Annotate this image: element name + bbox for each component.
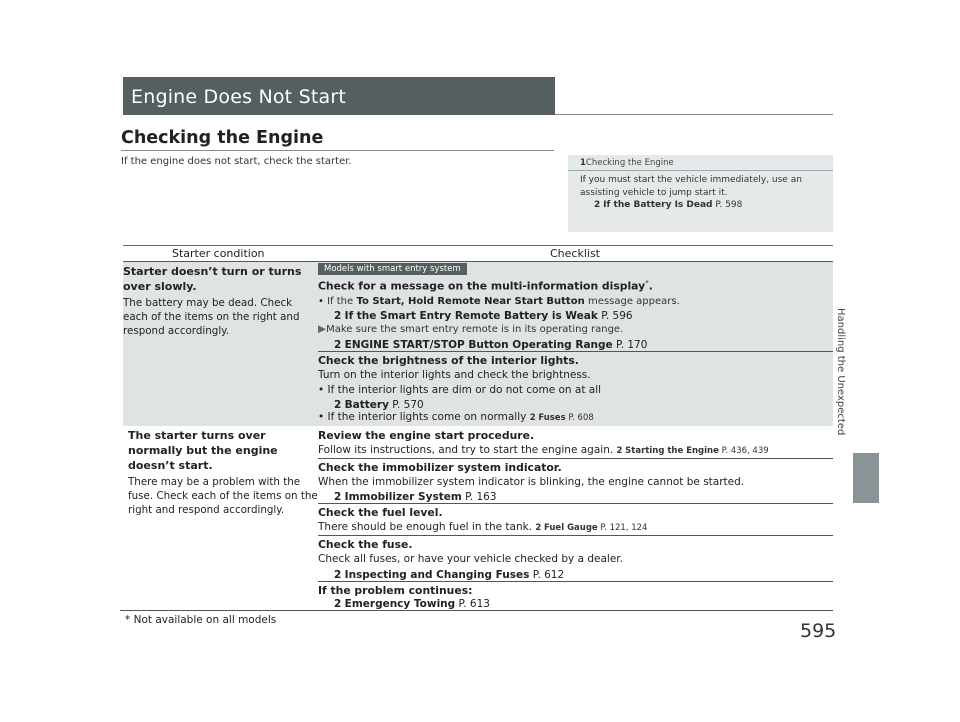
row-divider — [318, 535, 833, 536]
checklist-item-lights: Check the brightness of the interior lights. — [318, 354, 579, 367]
ref-arrow-icon: 2 — [594, 200, 601, 210]
reference-link[interactable]: 2 Immobilizer System P. 163 — [334, 491, 497, 503]
triangle-arrow-icon: ▶ — [318, 323, 327, 335]
section-intro: If the engine does not start, check the starter. — [121, 156, 352, 167]
checklist-bullet: • If the interior lights come on normally 2 Fuses P. 608 — [318, 411, 594, 423]
ref-arrow-icon: 2 — [334, 399, 342, 411]
footnote: * Not available on all models — [125, 614, 277, 626]
condition-cell-2 — [128, 428, 318, 517]
checklist-item-fuse: Check the fuse. — [318, 538, 413, 551]
ref-arrow-icon: 2 — [529, 413, 536, 423]
note-title: Checking the Engine — [585, 158, 674, 168]
checklist-text: There should be enough fuel in the tank. 2 Fuel Gauge P. 121, 124 — [318, 521, 648, 533]
checklist-bullet: • If the interior lights are dim or do not come on at all — [318, 384, 602, 396]
row-divider — [318, 351, 833, 352]
column-header-condition: Starter condition — [172, 247, 265, 260]
condition-text-1: The battery may be dead. Check each of the items on the right and respond accordingly. — [123, 297, 300, 337]
note-body: If you must start the vehicle immediately, use an assisting vehicle to jump start it. — [580, 175, 802, 198]
chapter-tab-marker — [853, 453, 879, 503]
ref-arrow-icon: 2 — [334, 339, 342, 351]
reference-link[interactable]: 2 If the Smart Entry Remote Battery is Weak P. 596 — [334, 310, 633, 322]
header-rule — [555, 114, 833, 115]
condition-cell-1 — [123, 264, 313, 338]
reference-link[interactable]: 2 Inspecting and Changing Fuses P. 612 — [334, 569, 565, 581]
section-title: Checking the Engine — [121, 128, 324, 148]
note-ref-page: P. 598 — [715, 200, 743, 210]
ref-arrow-icon: 2 — [334, 569, 342, 581]
checklist-text: When the immobilizer system indicator is blinking, the engine cannot be started. — [318, 476, 745, 488]
checklist-text: Turn on the interior lights and check the brightness. — [318, 369, 591, 381]
note-rule — [568, 170, 833, 171]
checklist-text: Check all fuses, or have your vehicle checked by a dealer. — [318, 553, 623, 565]
check-title: Check for a message on the multi-information display — [318, 279, 646, 293]
table-top-rule — [123, 245, 833, 246]
checklist-item-fuel: Check the fuel level. — [318, 506, 443, 519]
reference-link[interactable]: 2 Emergency Towing P. 613 — [334, 598, 490, 610]
checklist-text: Follow its instructions, and try to start the engine again. 2 Starting the Engine P. 436, 439 — [318, 444, 769, 456]
ref-arrow-icon: 2 — [334, 491, 342, 503]
reference-link[interactable]: 2 ENGINE START/STOP Button Operating Range P. 170 — [334, 339, 648, 351]
section-rule — [121, 150, 554, 151]
ref-arrow-icon: 2 — [334, 310, 342, 322]
note-marker: 1 — [580, 158, 586, 168]
row-divider — [318, 503, 833, 504]
row-divider — [318, 458, 833, 459]
checklist-item-procedure: Review the engine start procedure. — [318, 429, 535, 442]
note-ref-label: If the Battery Is Dead — [603, 200, 713, 210]
models-tag: Models with smart entry system — [318, 263, 467, 275]
ref-arrow-icon: 2 — [616, 446, 623, 456]
footnote-rule — [120, 610, 833, 611]
row-divider — [318, 581, 833, 582]
chapter-title: Engine Does Not Start — [131, 86, 346, 108]
ref-arrow-icon: 2 — [334, 598, 342, 610]
page-number: 595 — [800, 620, 837, 642]
side-note — [568, 155, 833, 232]
checklist-item-display: Check for a message on the multi-information display*. — [318, 279, 653, 293]
condition-title-1: Starter doesn’t turn or turns over slowly. — [123, 265, 302, 293]
reference-link[interactable]: 2 Battery P. 570 — [334, 399, 424, 411]
ref-arrow-icon: 2 — [535, 523, 542, 533]
chapter-side-label: Handling the Unexpected — [835, 308, 846, 436]
checklist-item-immobilizer: Check the immobilizer system indicator. — [318, 461, 562, 474]
note-reference[interactable] — [594, 200, 742, 210]
condition-text-2: There may be a problem with the fuse. Check each of the items on the right and respond accordingly. — [128, 476, 318, 516]
checklist-item-continues: If the problem continues: — [318, 584, 473, 597]
checklist-instruction: ▶Make sure the smart entry remote is in its operating range. — [318, 323, 624, 335]
chapter-header-bar — [123, 77, 555, 115]
condition-title-2: The starter turns over normally but the engine doesn’t start. — [128, 429, 278, 472]
column-header-checklist: Checklist — [550, 247, 600, 260]
checklist-bullet: • If the To Start, Hold Remote Near Start Button message appears. — [318, 296, 680, 307]
